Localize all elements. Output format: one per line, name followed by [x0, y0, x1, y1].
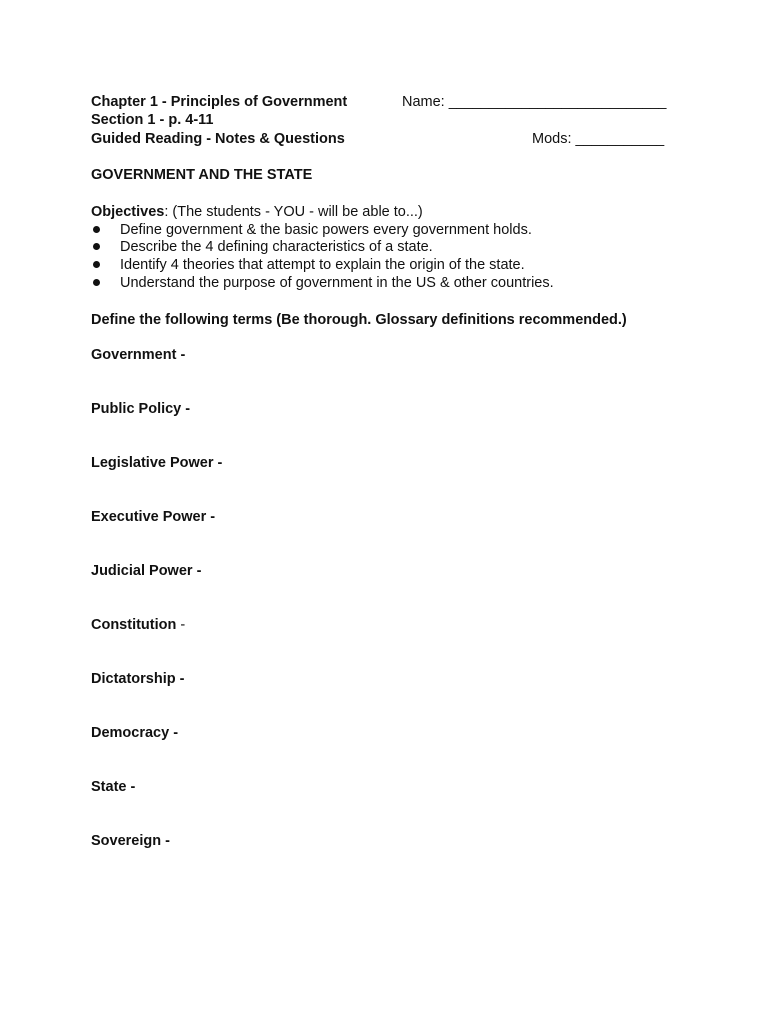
- section-heading: GOVERNMENT AND THE STATE: [91, 167, 313, 183]
- objectives-intro: [91, 203, 423, 221]
- term-public-policy: Public Policy -: [91, 401, 191, 417]
- term-government: Government -: [91, 347, 186, 363]
- term-sovereign: Sovereign -: [91, 833, 170, 849]
- term-dictatorship: Dictatorship -: [91, 671, 185, 687]
- objective-item: Identify 4 theories that attempt to explain the origin of the state.: [91, 256, 525, 274]
- bullet-icon: [93, 261, 100, 268]
- chapter-title: Chapter 1 - Principles of Government: [91, 94, 348, 110]
- mods-field: Mods: ___________: [532, 131, 665, 147]
- bullet-icon: [93, 279, 100, 286]
- term-legislative-power: Legislative Power -: [91, 455, 223, 471]
- name-field: Name: ___________________________: [402, 94, 667, 110]
- objective-item: Define government & the basic powers every government holds.: [91, 221, 532, 239]
- term-executive-power: Executive Power -: [91, 509, 216, 525]
- define-instructions: Define the following terms (Be thorough. Glossary definitions recommended.): [91, 312, 627, 328]
- bullet-icon: [93, 243, 100, 250]
- term-state: State -: [91, 779, 136, 795]
- section-reference: Section 1 - p. 4-11: [91, 112, 214, 128]
- objective-item: Describe the 4 defining characteristics of a state.: [91, 238, 433, 256]
- document-subtitle: Guided Reading - Notes & Questions: [91, 131, 345, 147]
- bullet-icon: [93, 226, 100, 233]
- term-judicial-power: Judicial Power -: [91, 563, 202, 579]
- objectives-label: Objectives: [91, 204, 165, 220]
- term-democracy: Democracy -: [91, 725, 179, 741]
- term-constitution: Constitution -: [91, 617, 186, 633]
- objective-item: Understand the purpose of government in the US & other countries.: [91, 274, 554, 292]
- objectives-intro-text: : (The students - YOU - will be able to...): [164, 204, 423, 220]
